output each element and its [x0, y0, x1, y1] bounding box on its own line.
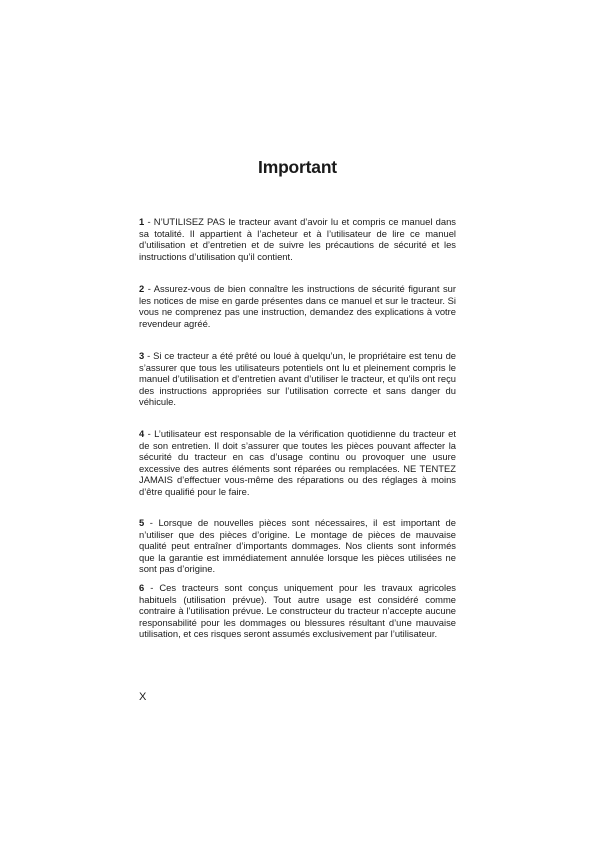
paragraph-text: - Lorsque de nouvelles pièces sont nécessaires, il est important de n’utiliser que des pièces d’origine. Le montage de pièces de mauvaise qualité peut entraîner d’importants dommages. Nos clients sont informés que la garantie est immédiatement annulée lorsque les pièces utilisées ne sont pas d’origine.	[139, 517, 456, 575]
paragraph-2	[139, 283, 456, 329]
paragraph-number: 3	[139, 350, 145, 361]
paragraph-number: 4	[139, 428, 145, 439]
paragraph-text: - Assurez-vous de bien connaître les instructions de sécurité figurant sur les notices de mise en garde présentes dans ce manuel et sur le tracteur. Si vous ne comprenez pas une instruction, demandez des explications à votre revendeur agréé.	[139, 283, 456, 329]
paragraph-text: - L’utilisateur est responsable de la vérification quotidienne du tracteur et de son entretien. Il doit s’assurer que toutes les pièces pouvant affecter la sécurité du tracteur en cas d’usage continu ou provoquer une usure excessive des autres éléments sont réparées ou remplacées. NE TENTEZ JAMAIS d’effectuer vous-même des réparations ou des réglages à moins d’être qualifié pour le faire.	[139, 428, 456, 497]
paragraph-1	[139, 216, 456, 262]
paragraph-text: - Si ce tracteur a été prêté ou loué à quelqu’un, le propriétaire est tenu de s’assurer que tous les utilisateurs potentiels ont lu et pleinement compris le manuel d’utilisation et d’entretien avant d’utiliser le tracteur, et qu’ils ont reçu des instructions appropriées sur l’utilisation correcte et sans danger du véhicule.	[139, 350, 456, 408]
page-title: Important	[258, 157, 337, 177]
page-number: X	[139, 691, 147, 703]
paragraph-number: 6	[139, 582, 145, 593]
paragraph-number: 5	[139, 517, 145, 528]
paragraph-text: - N’UTILISEZ PAS le tracteur avant d’avoir lu et compris ce manuel dans sa totalité. Il appartient à l’acheteur et à l’utilisateur de lire ce manuel d’utilisation et d’entretien et de suivre les précautions de sécurité et les instructions d’utilisation qu’il contient.	[139, 216, 456, 262]
paragraph-number: 1	[139, 216, 145, 227]
paragraph-4	[139, 428, 456, 498]
paragraph-text: - Ces tracteurs sont conçus uniquement pour les travaux agricoles habituels (utilisation prévue). Tout autre usage est considéré comme contraire à l’utilisation prévue. Le constructeur du tracteur n’accepte aucune responsabilité pour les dommages ou blessures résultant d’une mauvaise utilisation, et ces risques seront assumés exclusivement par l’utilisateur.	[139, 582, 456, 640]
paragraph-3	[139, 350, 456, 408]
paragraph-number: 2	[139, 283, 145, 294]
paragraph-5	[139, 517, 456, 575]
paragraph-6	[139, 582, 456, 640]
